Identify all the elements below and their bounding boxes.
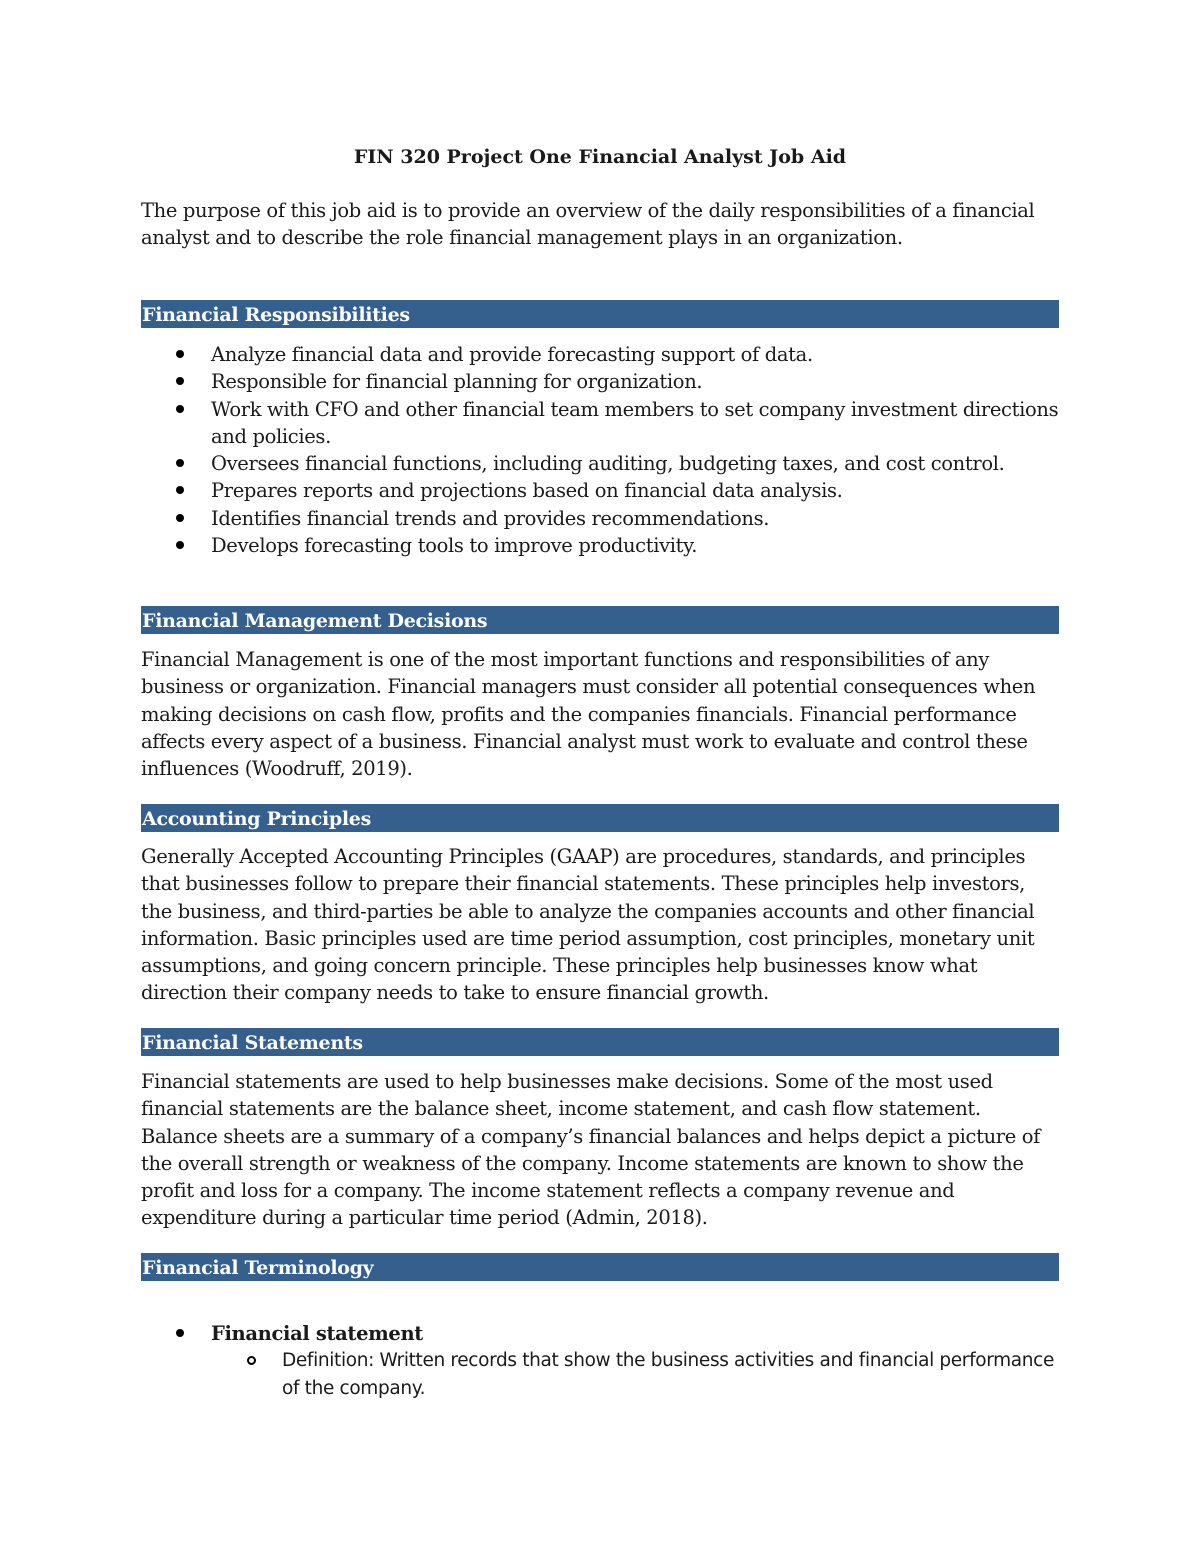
management-paragraph: Financial Management is one of the most important functions and responsibilities of any business or organization. Financial managers must consider all potential consequences when making decisions on cash flow, profits and the companies financials. Financial performance affects every aspect of a business. Financial analyst must work to evaluate and control these influences (Woodruff, 2019).	[141, 648, 1036, 781]
list-item: Develops forecasting tools to improve productivity.	[141, 532, 1059, 559]
sub-bullet-icon	[247, 1356, 256, 1365]
section-heading-management: Financial Management Decisions	[141, 606, 1059, 634]
accounting-paragraph: Generally Accepted Accounting Principles (GAAP) are procedures, standards, and principles that businesses follow to prepare their financial statements. These principles help investors, the business, and third-parties be able to analyze the companies accounts and other financial information. Basic principles used are time period assumption, cost principles, monetary unit assumptions, and going concern principle. These principles help businesses know what direction their company needs to take to ensure financial growth.	[141, 845, 1035, 1005]
terminology-list	[141, 1320, 1059, 1402]
bullet-icon	[176, 514, 184, 522]
section-heading-responsibilities: Financial Responsibilities	[141, 300, 1059, 328]
list-item: Prepares reports and projections based on financial data analysis.	[141, 477, 1059, 504]
intro-paragraph: The purpose of this job aid is to provide an overview of the daily responsibilities of a financial analyst and to describe the role financial management plays in an organization.	[141, 199, 1035, 250]
bullet-icon	[176, 459, 184, 467]
bullet-icon	[176, 541, 184, 549]
bullet-icon	[176, 486, 184, 494]
list-item: Oversees financial functions, including auditing, budgeting taxes, and cost control.	[141, 450, 1059, 477]
bullet-icon	[176, 1329, 184, 1337]
list-item: Analyze financial data and provide forecasting support of data.	[141, 341, 1059, 368]
bullet-icon	[176, 405, 184, 413]
bullet-icon	[176, 350, 184, 358]
list-item: Work with CFO and other financial team members to set company investment directions and policies.	[141, 396, 1059, 451]
term-definition: Definition: Written records that show the business activities and financial performance of the company.	[141, 1347, 1059, 1402]
responsibilities-list	[141, 341, 1059, 559]
list-item: Responsible for financial planning for organization.	[141, 368, 1059, 395]
section-heading-accounting: Accounting Principles	[141, 804, 1059, 832]
section-heading-terminology: Financial Terminology	[141, 1253, 1059, 1281]
statements-paragraph: Financial statements are used to help businesses make decisions. Some of the most used financial statements are the balance sheet, income statement, and cash flow statement. Balance sheets are a summary of a company’s financial balances and helps depict a picture of the overall strength or weakness of the company. Income statements are known to show the profit and loss for a company. The income statement reflects a company revenue and expenditure during a particular time period (Admin, 2018).	[141, 1070, 1041, 1230]
list-item	[141, 1320, 1059, 1347]
list-item: Identifies financial trends and provides recommendations.	[141, 505, 1059, 532]
bullet-icon	[176, 377, 184, 385]
section-heading-statements: Financial Statements	[141, 1028, 1059, 1056]
term-name: Financial statement	[211, 1322, 423, 1345]
document-title: FIN 320 Project One Financial Analyst Job Aid	[353, 146, 847, 168]
